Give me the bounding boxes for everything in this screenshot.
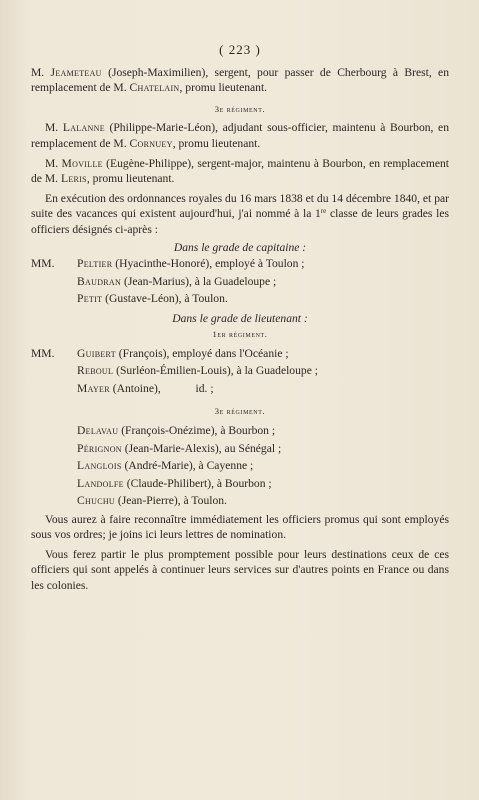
mm-prefix (31, 290, 77, 308)
surname: Leris (60, 172, 87, 186)
regiment-heading-3: 3e régiment. (214, 104, 266, 115)
surname: Landolfe (77, 476, 124, 490)
surname: Chatelain (129, 81, 180, 95)
paragraph-jeameteau (31, 65, 449, 95)
page-number: ( 223 ) (219, 42, 261, 57)
surname: Delavau (77, 424, 119, 438)
details: (Gustave-Léon), à Toulon. (102, 292, 228, 306)
surname: Pérignon (77, 441, 122, 455)
list-item (77, 457, 449, 475)
regiment-heading-1: 1er régiment. (212, 328, 268, 339)
text: (Eugène-Philippe), sergent-major, maintenu à Bourbon, en remplacement de M. (31, 156, 449, 186)
details: (Claude-Philibert), à Bourbon ; (123, 476, 272, 490)
mm-prefix (31, 273, 77, 291)
details: (Antoine), id. ; (109, 381, 214, 395)
surname: Reboul (77, 364, 114, 378)
surname: Peltier (77, 257, 113, 271)
details: (Jean-Pierre), à Toulon. (114, 494, 227, 508)
list-item (31, 362, 449, 380)
surname: Jeameteau (50, 66, 102, 79)
text: , promu lieutenant. (172, 136, 261, 150)
text: (Joseph-Maximilien), sergent, pour passer de Cherbourg à Brest, en remplacement de M. (31, 66, 449, 95)
list-item (77, 492, 449, 510)
mm-prefix: MM. (31, 257, 55, 271)
mm-prefix: MM. (31, 346, 55, 360)
surname: Mayer (77, 381, 110, 395)
surname: Petit (77, 292, 103, 306)
text: En exécution des ordonnances royales du 16 mars 1838 et du 14 décembre 1840, et par suite des vacances qui existent aujourd'hui, j'ai nommé à la 1 (31, 192, 449, 221)
surname: Guibert (77, 346, 116, 360)
grade-heading-lieutenant: Dans le grade de lieutenant : (172, 311, 308, 325)
lieutenant-reg1-list (31, 345, 449, 398)
details: (François), employé dans l'Océanie ; (115, 346, 289, 360)
text: , promu lieutenant. (86, 172, 175, 186)
paragraph-execution (31, 191, 449, 237)
grade-heading-capitaine: Dans le grade de capitaine : (173, 240, 307, 254)
text: M. (31, 66, 51, 79)
details: (Surléon-Émilien-Louis), à la Guadeloupe ; (113, 364, 318, 378)
list-item (31, 345, 449, 363)
surname: Baudran (77, 274, 122, 288)
superscript: re (320, 207, 327, 216)
list-item (31, 380, 449, 398)
details: (Jean-Marius), à la Guadeloupe ; (121, 274, 277, 288)
text: classe de leurs grades les officiers désignés ci-après : (31, 207, 449, 236)
paragraph-partir: Vous ferez partir le plus promptement possible pour leurs destinations ceux de ces officiers qui sont appelés à continuer leurs services sur d'autres points en France ou dans les colonies. (31, 548, 449, 592)
mm-prefix (31, 362, 77, 380)
capitaine-list (31, 255, 449, 308)
text: , promu lieutenant. (179, 81, 268, 95)
details: (Hyacinthe-Honoré), employé à Toulon ; (112, 257, 305, 271)
lieutenant-reg3-list (31, 422, 449, 510)
surname: Moville (61, 156, 103, 170)
details: (François-Onézime), à Bourbon ; (118, 424, 276, 438)
details: (Jean-Marie-Alexis), au Sénégal ; (121, 441, 282, 455)
list-item (77, 475, 449, 493)
text: M. (45, 121, 63, 135)
list-item (31, 273, 449, 291)
list-item (31, 290, 449, 308)
paragraph-lalanne (31, 120, 449, 150)
list-item (77, 440, 449, 458)
surname: Langlois (77, 459, 122, 473)
mm-prefix (31, 380, 77, 398)
text: M. (45, 156, 62, 170)
paragraph-moville (31, 156, 449, 186)
list-item (31, 255, 449, 273)
regiment-heading-3b: 3e régiment. (214, 406, 266, 417)
paragraph-reconnaitre: Vous aurez à faire reconnaître immédiatement les officiers promus qui sont employés sous vos ordres; je joins ici leurs lettres de nomination. (31, 512, 449, 541)
surname: Cornuey (129, 136, 173, 150)
list-item (77, 422, 449, 440)
surname: Lalanne (62, 121, 105, 135)
details: (André-Marie), à Cayenne ; (121, 459, 254, 473)
surname: Chuchu (77, 494, 115, 508)
text: (Philippe-Marie-Léon), adjudant sous-officier, maintenu à Bourbon, en remplacement de M. (31, 121, 449, 150)
